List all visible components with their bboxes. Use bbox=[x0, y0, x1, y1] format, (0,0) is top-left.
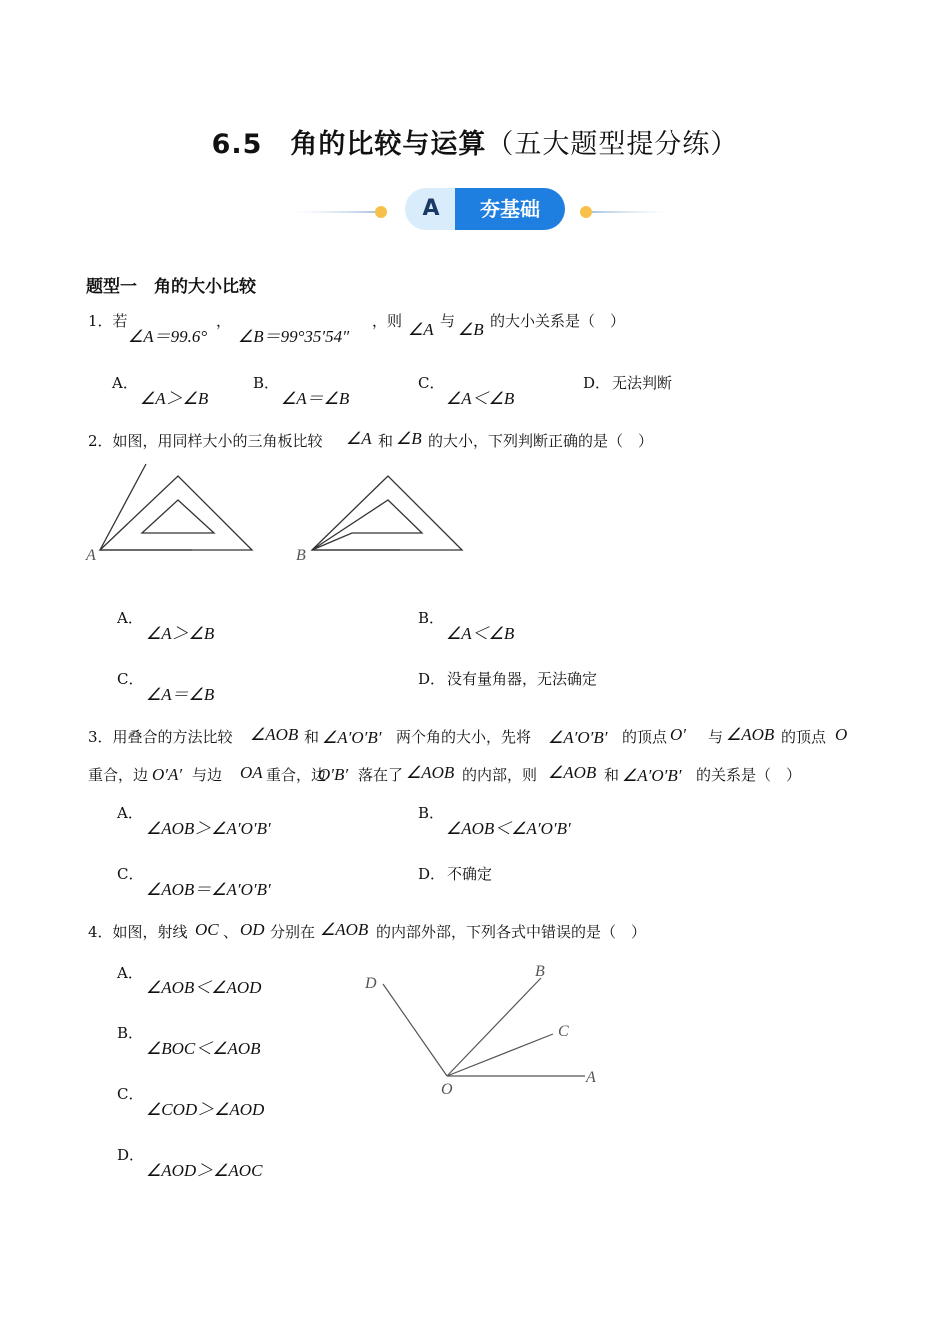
q4-option-d[interactable]: ∠AOD＞∠AOC bbox=[146, 1161, 263, 1180]
q3-option-d[interactable]: 不确定 bbox=[447, 865, 493, 883]
q3-aob-2: ∠AOB bbox=[726, 725, 775, 744]
q2-fig-label-b: B bbox=[296, 547, 306, 564]
q3-line1-a: 3．用叠合的方法比较 bbox=[88, 728, 233, 746]
q4-fig-label-o: O bbox=[441, 1081, 453, 1098]
q3-option-b-label[interactable]: B． bbox=[418, 804, 445, 822]
q4-option-a-label[interactable]: A． bbox=[117, 964, 143, 982]
q4-figure bbox=[355, 958, 615, 1098]
q3-and: 和 bbox=[304, 728, 320, 746]
q4-fig-ray-oc bbox=[447, 1034, 553, 1076]
q1-option-b-label[interactable]: B． bbox=[253, 374, 280, 392]
q3-line1-d: 与 bbox=[708, 728, 724, 746]
q4-od: OD bbox=[240, 920, 265, 939]
q2-fig-triangle-b-outer bbox=[312, 476, 462, 550]
q1-and: 与 bbox=[440, 312, 456, 330]
q3-op: O′ bbox=[670, 725, 686, 744]
q2-fig-label-a: A bbox=[86, 547, 96, 564]
q1-angle-a: ∠A bbox=[408, 320, 434, 339]
q3-aob-3: ∠AOB bbox=[406, 763, 455, 782]
q3-line1-c: 的顶点 bbox=[622, 728, 668, 746]
q3-apobp: ∠A′O′B′ bbox=[322, 728, 382, 747]
q2-fig-triangle-b-inner bbox=[312, 500, 422, 550]
q2-fig-triangle-a-inner bbox=[142, 500, 214, 533]
q4-option-c[interactable]: ∠COD＞∠AOD bbox=[146, 1100, 265, 1119]
q3-line2-d: 落在了 bbox=[358, 766, 404, 784]
section-heading: 题型一 角的大小比较 bbox=[86, 277, 256, 297]
q1-option-d-label[interactable]: D． bbox=[583, 374, 611, 392]
badge-dot-right bbox=[580, 206, 592, 218]
q2-text1: 2．如图，用同样大小的三角板比较 bbox=[88, 432, 323, 450]
q4-fig-label-c: C bbox=[558, 1023, 569, 1040]
q1-option-b[interactable]: ∠A＝∠B bbox=[281, 389, 350, 408]
q2-option-d-label[interactable]: D． bbox=[418, 670, 446, 688]
q2-text2: 的大小，下列判断正确的是（ ） bbox=[428, 432, 654, 450]
q3-line2-a: 重合，边 bbox=[88, 766, 149, 784]
q3-line2-e: 的内部，则 bbox=[462, 766, 538, 784]
badge-letter: A bbox=[405, 188, 457, 230]
q4-option-b[interactable]: ∠BOC＜∠AOB bbox=[146, 1039, 261, 1058]
q3-o: O bbox=[835, 725, 848, 744]
q3-apobp-2: ∠A′O′B′ bbox=[548, 728, 608, 747]
q1-option-d[interactable]: 无法判断 bbox=[612, 374, 673, 392]
q3-line1-e: 的顶点 bbox=[781, 728, 827, 746]
q1-expr-b: ∠B＝99°35′54″ bbox=[238, 327, 350, 346]
q3-line2-b: 与边 bbox=[192, 766, 223, 784]
q2-option-a[interactable]: ∠A＞∠B bbox=[146, 624, 215, 643]
q4-fig-label-a: A bbox=[586, 1069, 596, 1086]
q4-option-c-label[interactable]: C． bbox=[117, 1085, 144, 1103]
q1-option-a-label[interactable]: A． bbox=[112, 374, 138, 392]
q3-apobp-3: ∠A′O′B′ bbox=[622, 766, 682, 785]
q3-line2-c: 重合，边 bbox=[266, 766, 327, 784]
badge-text: 夯基础 bbox=[455, 188, 565, 230]
q1-angle-b: ∠B bbox=[458, 320, 484, 339]
q4-text2: 分别在 bbox=[270, 923, 316, 941]
q1-option-c[interactable]: ∠A＜∠B bbox=[446, 389, 515, 408]
q2-angle-a: ∠A bbox=[346, 429, 372, 448]
q2-option-b-label[interactable]: B． bbox=[418, 609, 445, 627]
q3-option-c-label[interactable]: C． bbox=[117, 865, 144, 883]
q2-and: 和 bbox=[378, 432, 394, 450]
q3-oa: OA bbox=[240, 763, 263, 782]
q2-angle-b: ∠B bbox=[396, 429, 422, 448]
q4-aob: ∠AOB bbox=[320, 920, 369, 939]
title-subtitle: （五大题型提分练） bbox=[486, 129, 739, 160]
q2-fig-ray-a bbox=[100, 464, 146, 550]
q3-option-a-label[interactable]: A． bbox=[117, 804, 143, 822]
q2-option-a-label[interactable]: A． bbox=[117, 609, 143, 627]
q3-line1-b: 两个角的大小，先将 bbox=[396, 728, 532, 746]
q4-text1: 4．如图，射线 bbox=[88, 923, 188, 941]
q2-option-c[interactable]: ∠A＝∠B bbox=[146, 685, 215, 704]
q2-figure bbox=[80, 460, 480, 570]
page-title bbox=[0, 122, 950, 161]
q1-then: ，则 bbox=[372, 312, 403, 330]
q4-oc: OC bbox=[195, 920, 219, 939]
badge-line-right bbox=[592, 211, 670, 213]
q2-option-d[interactable]: 没有量角器，无法确定 bbox=[447, 670, 598, 688]
q2-fig-triangle-a-outer bbox=[100, 476, 252, 550]
q2-option-b[interactable]: ∠A＜∠B bbox=[446, 624, 515, 643]
q4-text3: 的内部外部，下列各式中错误的是（ ） bbox=[376, 923, 647, 941]
title-main: 6.5 角的比较与运算 bbox=[211, 129, 487, 160]
q1-sep: ， bbox=[216, 312, 232, 330]
q4-sep: 、 bbox=[223, 923, 239, 941]
badge-line-left bbox=[290, 211, 378, 213]
q1-option-a[interactable]: ∠A＞∠B bbox=[140, 389, 209, 408]
q4-fig-label-d: D bbox=[365, 975, 377, 992]
q3-opap: O′A′ bbox=[152, 765, 183, 784]
q3-aob-4: ∠AOB bbox=[548, 763, 597, 782]
q4-fig-ray-ob bbox=[447, 978, 541, 1076]
badge-dot-left bbox=[375, 206, 387, 218]
q1-expr-a: ∠A＝99.6° bbox=[128, 327, 208, 346]
q3-opbp: O′B′ bbox=[318, 765, 349, 784]
q1-option-c-label[interactable]: C． bbox=[418, 374, 445, 392]
q4-option-a[interactable]: ∠AOB＜∠AOD bbox=[146, 978, 262, 997]
q3-option-c[interactable]: ∠AOB＝∠A′O′B′ bbox=[146, 880, 271, 899]
q3-line2-f: 的关系是（ ） bbox=[696, 766, 802, 784]
q4-option-d-label[interactable]: D． bbox=[117, 1146, 145, 1164]
q2-option-c-label[interactable]: C． bbox=[117, 670, 144, 688]
q3-option-d-label[interactable]: D． bbox=[418, 865, 446, 883]
q4-fig-ray-od bbox=[383, 984, 447, 1076]
q3-and-2: 和 bbox=[604, 766, 620, 784]
q3-option-b[interactable]: ∠AOB＜∠A′O′B′ bbox=[446, 819, 571, 838]
q1-num: 1．若 bbox=[88, 312, 128, 330]
q1-tail: 的大小关系是（ ） bbox=[490, 312, 626, 330]
q3-option-a[interactable]: ∠AOB＞∠A′O′B′ bbox=[146, 819, 271, 838]
q3-aob: ∠AOB bbox=[250, 725, 299, 744]
q4-option-b-label[interactable]: B． bbox=[117, 1024, 144, 1042]
q4-fig-label-b: B bbox=[535, 963, 545, 980]
